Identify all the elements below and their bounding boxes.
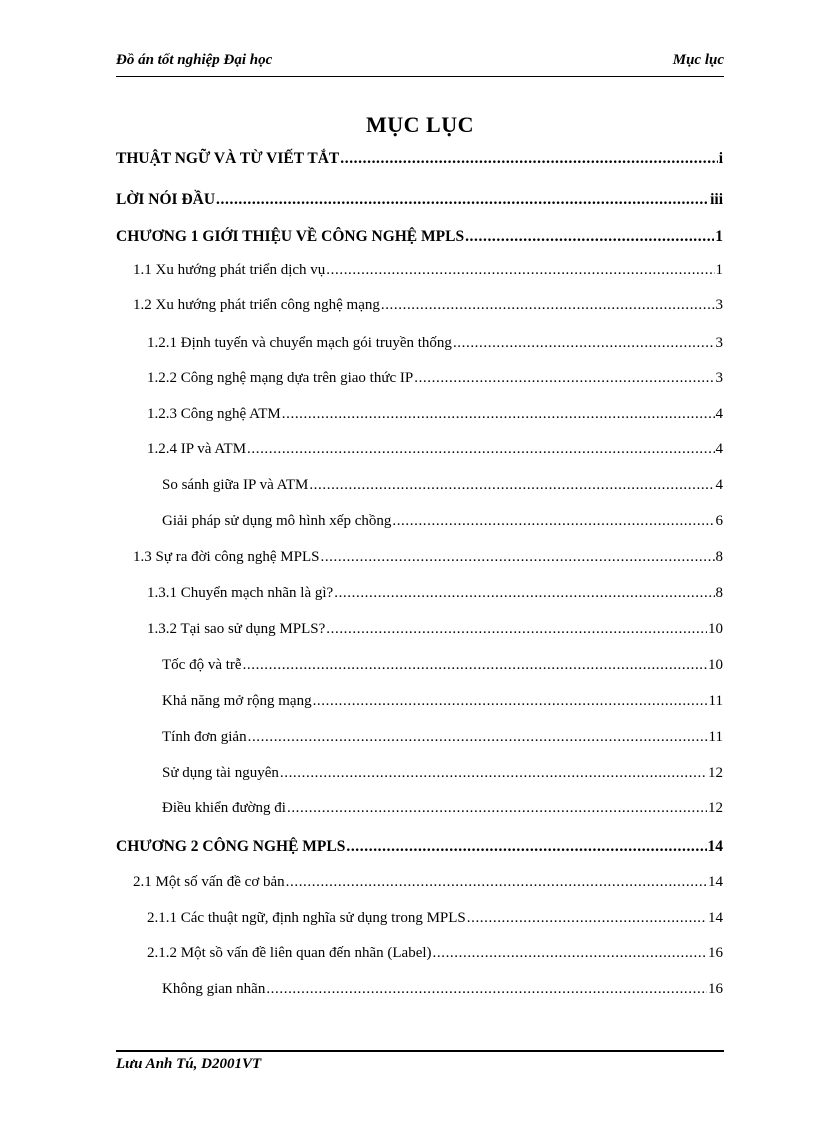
toc-entry[interactable] bbox=[133, 297, 723, 314]
header-section: Mục lục bbox=[672, 52, 724, 68]
toc-leader bbox=[282, 406, 715, 423]
toc-leader bbox=[346, 838, 706, 856]
toc-page: 10 bbox=[708, 657, 723, 673]
toc-label: So sánh giữa IP và ATM bbox=[162, 477, 309, 493]
toc-entry[interactable] bbox=[162, 981, 723, 998]
toc-leader bbox=[216, 191, 709, 209]
toc-entry[interactable] bbox=[133, 549, 723, 566]
toc-page: 16 bbox=[708, 945, 723, 961]
toc-entry[interactable] bbox=[162, 765, 723, 782]
toc-entry[interactable] bbox=[162, 657, 723, 674]
toc-entry[interactable] bbox=[133, 874, 723, 891]
toc-entry[interactable] bbox=[162, 513, 723, 530]
toc-page: 16 bbox=[708, 981, 723, 997]
toc-label: Không gian nhãn bbox=[162, 981, 266, 997]
toc-entry[interactable] bbox=[133, 262, 723, 279]
toc-label: 1.2.4 IP và ATM bbox=[147, 441, 247, 457]
toc-page: 14 bbox=[707, 838, 723, 855]
toc-label: LỜI NÓI ĐẦU bbox=[116, 191, 216, 208]
toc-label: 1.2.1 Định tuyến và chuyển mạch gói truyền thống bbox=[147, 335, 452, 351]
toc-label: 1.3.1 Chuyển mạch nhãn là gì? bbox=[147, 585, 334, 601]
toc-label: Khả năng mở rộng mạng bbox=[162, 693, 312, 709]
toc-entry[interactable] bbox=[147, 406, 723, 423]
toc-label: 1.2 Xu hướng phát triển công nghệ mạng bbox=[133, 297, 380, 313]
toc-page: 3 bbox=[715, 370, 723, 386]
toc-entry[interactable] bbox=[116, 191, 723, 209]
toc-page: 1 bbox=[715, 262, 723, 278]
toc-page: 8 bbox=[715, 549, 723, 565]
toc-page: 11 bbox=[708, 729, 723, 745]
header-document-type: Đồ án tốt nghiệp Đại học bbox=[116, 52, 273, 68]
toc-label: Sử dụng tài nguyên bbox=[162, 765, 279, 781]
toc-label: 2.1.2 Một sồ vấn đề liên quan đến nhãn (Label) bbox=[147, 945, 432, 961]
toc-page: i bbox=[718, 150, 723, 167]
toc-label: 2.1 Một số vấn đề cơ bản bbox=[133, 874, 285, 890]
toc-label: Giải pháp sử dụng mô hình xếp chồng bbox=[162, 513, 392, 529]
toc-page: 12 bbox=[708, 800, 723, 816]
toc-page: 4 bbox=[715, 406, 723, 422]
toc-entry[interactable] bbox=[162, 800, 723, 817]
toc-leader bbox=[266, 981, 707, 998]
toc-leader bbox=[313, 693, 708, 710]
page-header bbox=[116, 52, 724, 72]
toc-leader bbox=[392, 513, 714, 530]
toc-label: 1.2.2 Công nghệ mạng dựa trên giao thức IP bbox=[147, 370, 414, 386]
toc-label: THUẬT NGỮ VÀ TỪ VIẾT TẮT bbox=[116, 150, 340, 167]
toc-page: 14 bbox=[708, 874, 723, 890]
toc-entry[interactable] bbox=[147, 335, 723, 352]
toc-label: Tốc độ và trễ bbox=[162, 657, 242, 673]
toc-entry[interactable] bbox=[147, 370, 723, 387]
toc-entry[interactable] bbox=[116, 228, 723, 246]
toc-entry[interactable] bbox=[116, 150, 723, 168]
toc-label: Tính đơn giản bbox=[162, 729, 247, 745]
header-rule bbox=[116, 76, 724, 77]
toc-label: 1.3 Sự ra đời công nghệ MPLS bbox=[133, 549, 320, 565]
toc-entry[interactable] bbox=[147, 441, 723, 458]
toc-leader bbox=[287, 800, 707, 817]
toc-entry[interactable] bbox=[162, 477, 723, 494]
toc-leader bbox=[280, 765, 707, 782]
toc-page: 4 bbox=[715, 441, 723, 457]
toc-entry[interactable] bbox=[147, 945, 723, 962]
toc-leader bbox=[326, 621, 707, 638]
toc-leader bbox=[248, 729, 708, 746]
toc-page: 10 bbox=[708, 621, 723, 637]
toc-page: iii bbox=[710, 191, 723, 208]
toc-leader bbox=[243, 657, 707, 674]
toc-page: 3 bbox=[715, 335, 723, 351]
toc-label: Điều khiển đường đi bbox=[162, 800, 286, 816]
toc-entry[interactable] bbox=[147, 585, 723, 602]
toc-page: 3 bbox=[715, 297, 723, 313]
toc-entry[interactable] bbox=[147, 621, 723, 638]
page-title: MỤC LỤC bbox=[366, 112, 474, 137]
footer-rule bbox=[116, 1050, 724, 1052]
toc-leader bbox=[326, 262, 714, 279]
toc-leader bbox=[247, 441, 714, 458]
toc-page: 8 bbox=[715, 585, 723, 601]
toc-page: 12 bbox=[708, 765, 723, 781]
toc-page: 11 bbox=[708, 693, 723, 709]
toc-entry[interactable] bbox=[162, 729, 723, 746]
toc-leader bbox=[467, 910, 707, 927]
toc-leader bbox=[334, 585, 714, 602]
footer-author: Lưu Anh Tú, D2001VT bbox=[116, 1056, 262, 1072]
toc-entry[interactable] bbox=[162, 693, 723, 710]
toc-label: 1.2.3 Công nghệ ATM bbox=[147, 406, 281, 422]
toc-leader bbox=[433, 945, 707, 962]
toc-leader bbox=[320, 549, 714, 566]
toc-leader bbox=[381, 297, 715, 314]
toc-entry[interactable] bbox=[147, 910, 723, 927]
toc-leader bbox=[414, 370, 714, 387]
toc-leader bbox=[453, 335, 715, 352]
toc-label: CHƯƠNG 1 GIỚI THIỆU VỀ CÔNG NGHỆ MPLS bbox=[116, 228, 465, 245]
toc-page: 1 bbox=[715, 228, 723, 245]
toc-entry[interactable] bbox=[116, 838, 723, 856]
toc-leader bbox=[286, 874, 707, 891]
toc-page: 6 bbox=[715, 513, 723, 529]
toc-leader bbox=[309, 477, 714, 494]
toc-label: 1.3.2 Tại sao sử dụng MPLS? bbox=[147, 621, 326, 637]
toc-page: 14 bbox=[708, 910, 723, 926]
toc-leader bbox=[340, 150, 717, 168]
toc-page: 4 bbox=[715, 477, 723, 493]
toc-label: CHƯƠNG 2 CÔNG NGHỆ MPLS bbox=[116, 838, 346, 855]
toc-label: 1.1 Xu hướng phát triển dịch vụ bbox=[133, 262, 326, 278]
toc-label: 2.1.1 Các thuật ngữ, định nghĩa sử dụng trong MPLS bbox=[147, 910, 466, 926]
toc-leader bbox=[465, 228, 714, 246]
